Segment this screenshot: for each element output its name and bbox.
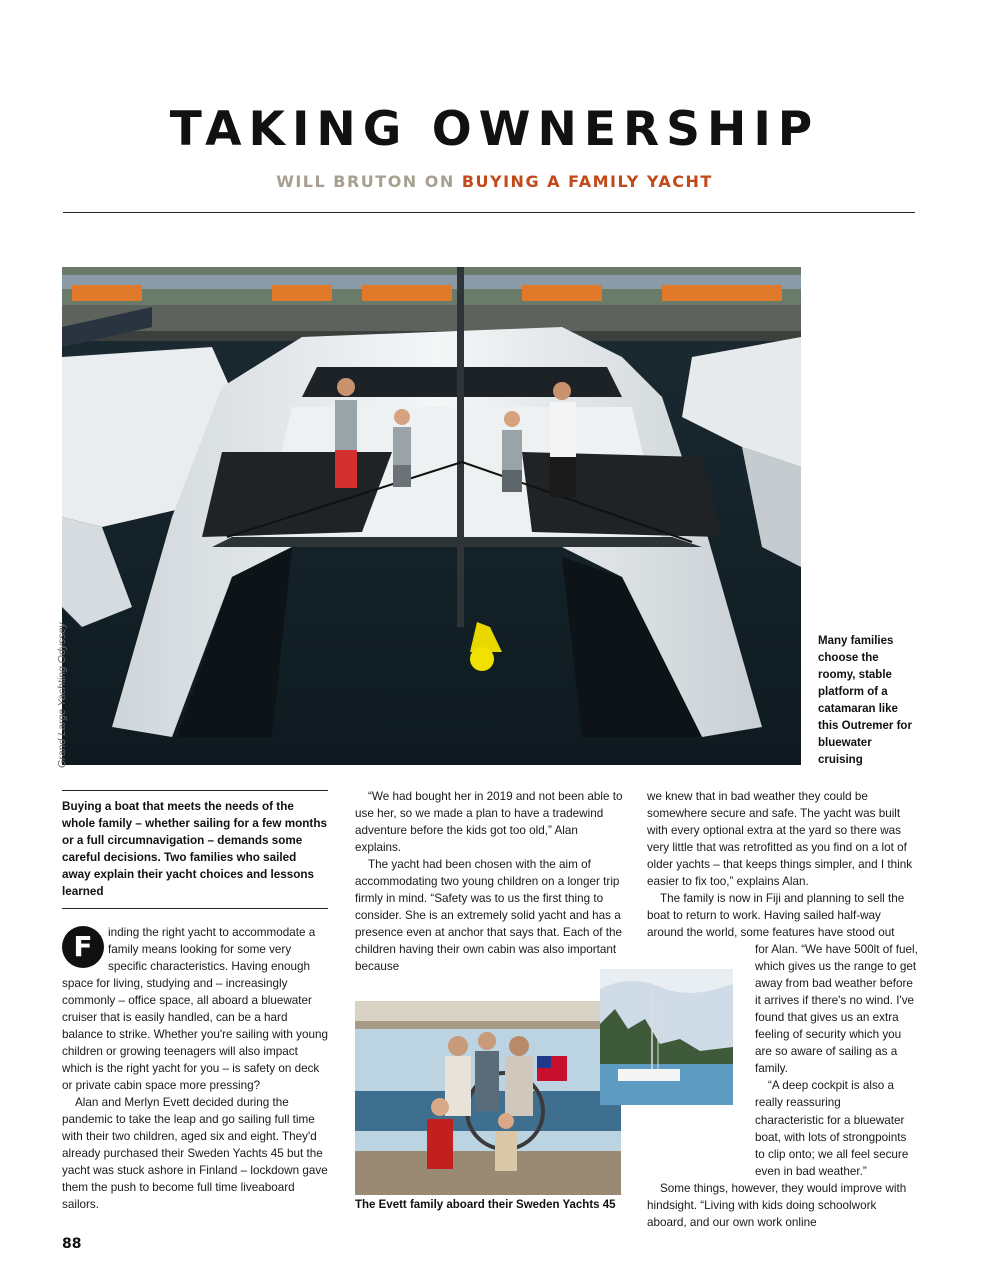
page-number: 88 (62, 1236, 82, 1252)
header-rule (63, 212, 915, 213)
column-1 (62, 924, 329, 1213)
col3-paragraph-2b: for Alan. “We have 500lt of fuel, which gives us the range to get away from bad weather before it arrives if there's no wind. I've found that gives us an extra feeling of security which you are so aware of sailing as a family. (755, 943, 918, 1075)
col2-paragraph-2: The yacht had been chosen with the aim of accommodating two young children on a longer trip firmly in mind. “Safety was to us the first thing to consider. She is an extremely solid yacht and has a presence even at anchor that says that. Each of the children having their own cabin was also important because (355, 858, 623, 973)
col3-paragraph-3b: characteristic for a bluewater boat, with lots of strongpoints to clip onto; we all feel secure even in bad weather.” (755, 1114, 909, 1178)
col3-paragraph-4: Some things, however, they would improve with hindsight. “Living with kids doing schoolwork aboard, and our own work online (647, 1182, 907, 1229)
col2-paragraph-1: “We had bought her in 2019 and not been able to use her, so we made a plan to have a tradewind adventure before the kids got too old,” Alan explains. (355, 790, 623, 854)
col3-paragraph-3a: “A deep cockpit is also a really reassuring (755, 1079, 895, 1109)
subtitle-topic: BUYING A FAMILY YACHT (461, 172, 713, 191)
standfirst: Buying a boat that meets the needs of the whole family – whether sailing for a few months or a full circumnavigation – demands some careful decisions. Two families who sailed away explain their yacht choices and lessons learned (62, 790, 328, 909)
column-2 (355, 788, 623, 975)
col3-paragraph-2a: The family is now in Fiji and planning to sell the boat to return to work. Having sailed half-way around the world, some features have stood out (647, 892, 905, 939)
col1-paragraph-2: Alan and Merlyn Evett decided during the pandemic to take the leap and go sailing full time with their two children, aged six and eight. They'd already purchased their Sweden Yachts 45 but the yacht was stuck ashore in Finland – lockdown gave them the push to become full time liveaboard sailors. (62, 1096, 328, 1211)
family-photo (355, 1001, 621, 1195)
col1-paragraph-1: inding the right yacht to accommodate a family means looking for some very specific characteristics. Having enough space for living, studying and – increasingly commonly – office space, all aboard a bluewater cruiser that is easily handled, can be a hard balance to strike. Whether you're sailing with young children or growing teenagers will also impact which is the right yacht for you – is safety on deck or private cabin space more pressing? (62, 926, 328, 1092)
anchorage-photo (600, 969, 733, 1105)
subtitle-byline: WILL BRUTON ON (276, 172, 455, 191)
column-3-wrap (755, 941, 919, 1111)
subtitle (0, 172, 989, 191)
drop-cap: F (62, 926, 104, 968)
col3-paragraph-1: we knew that in bad weather they could be somewhere secure and safe. The yacht was built with every optional extra at the yard so there was very little that was retrofitted as you find on a lot of older yachts – that keeps things simpler, and I think easier to fix too,” explains Alan. (647, 790, 913, 888)
page-title: TAKING OWNERSHIP (169, 102, 820, 157)
main-photo-caption: Many families choose the roomy, stable platform of a catamaran like this Outremer for bluewater cruising (818, 635, 912, 766)
catamaran-photo (62, 267, 801, 765)
column-3-bottom (647, 1112, 919, 1231)
column-3-top (647, 788, 917, 941)
photo-credit: Grand Large Yachting Odyssey (56, 622, 68, 768)
family-photo-caption: The Evett family aboard their Sweden Yachts 45 (355, 1199, 616, 1211)
